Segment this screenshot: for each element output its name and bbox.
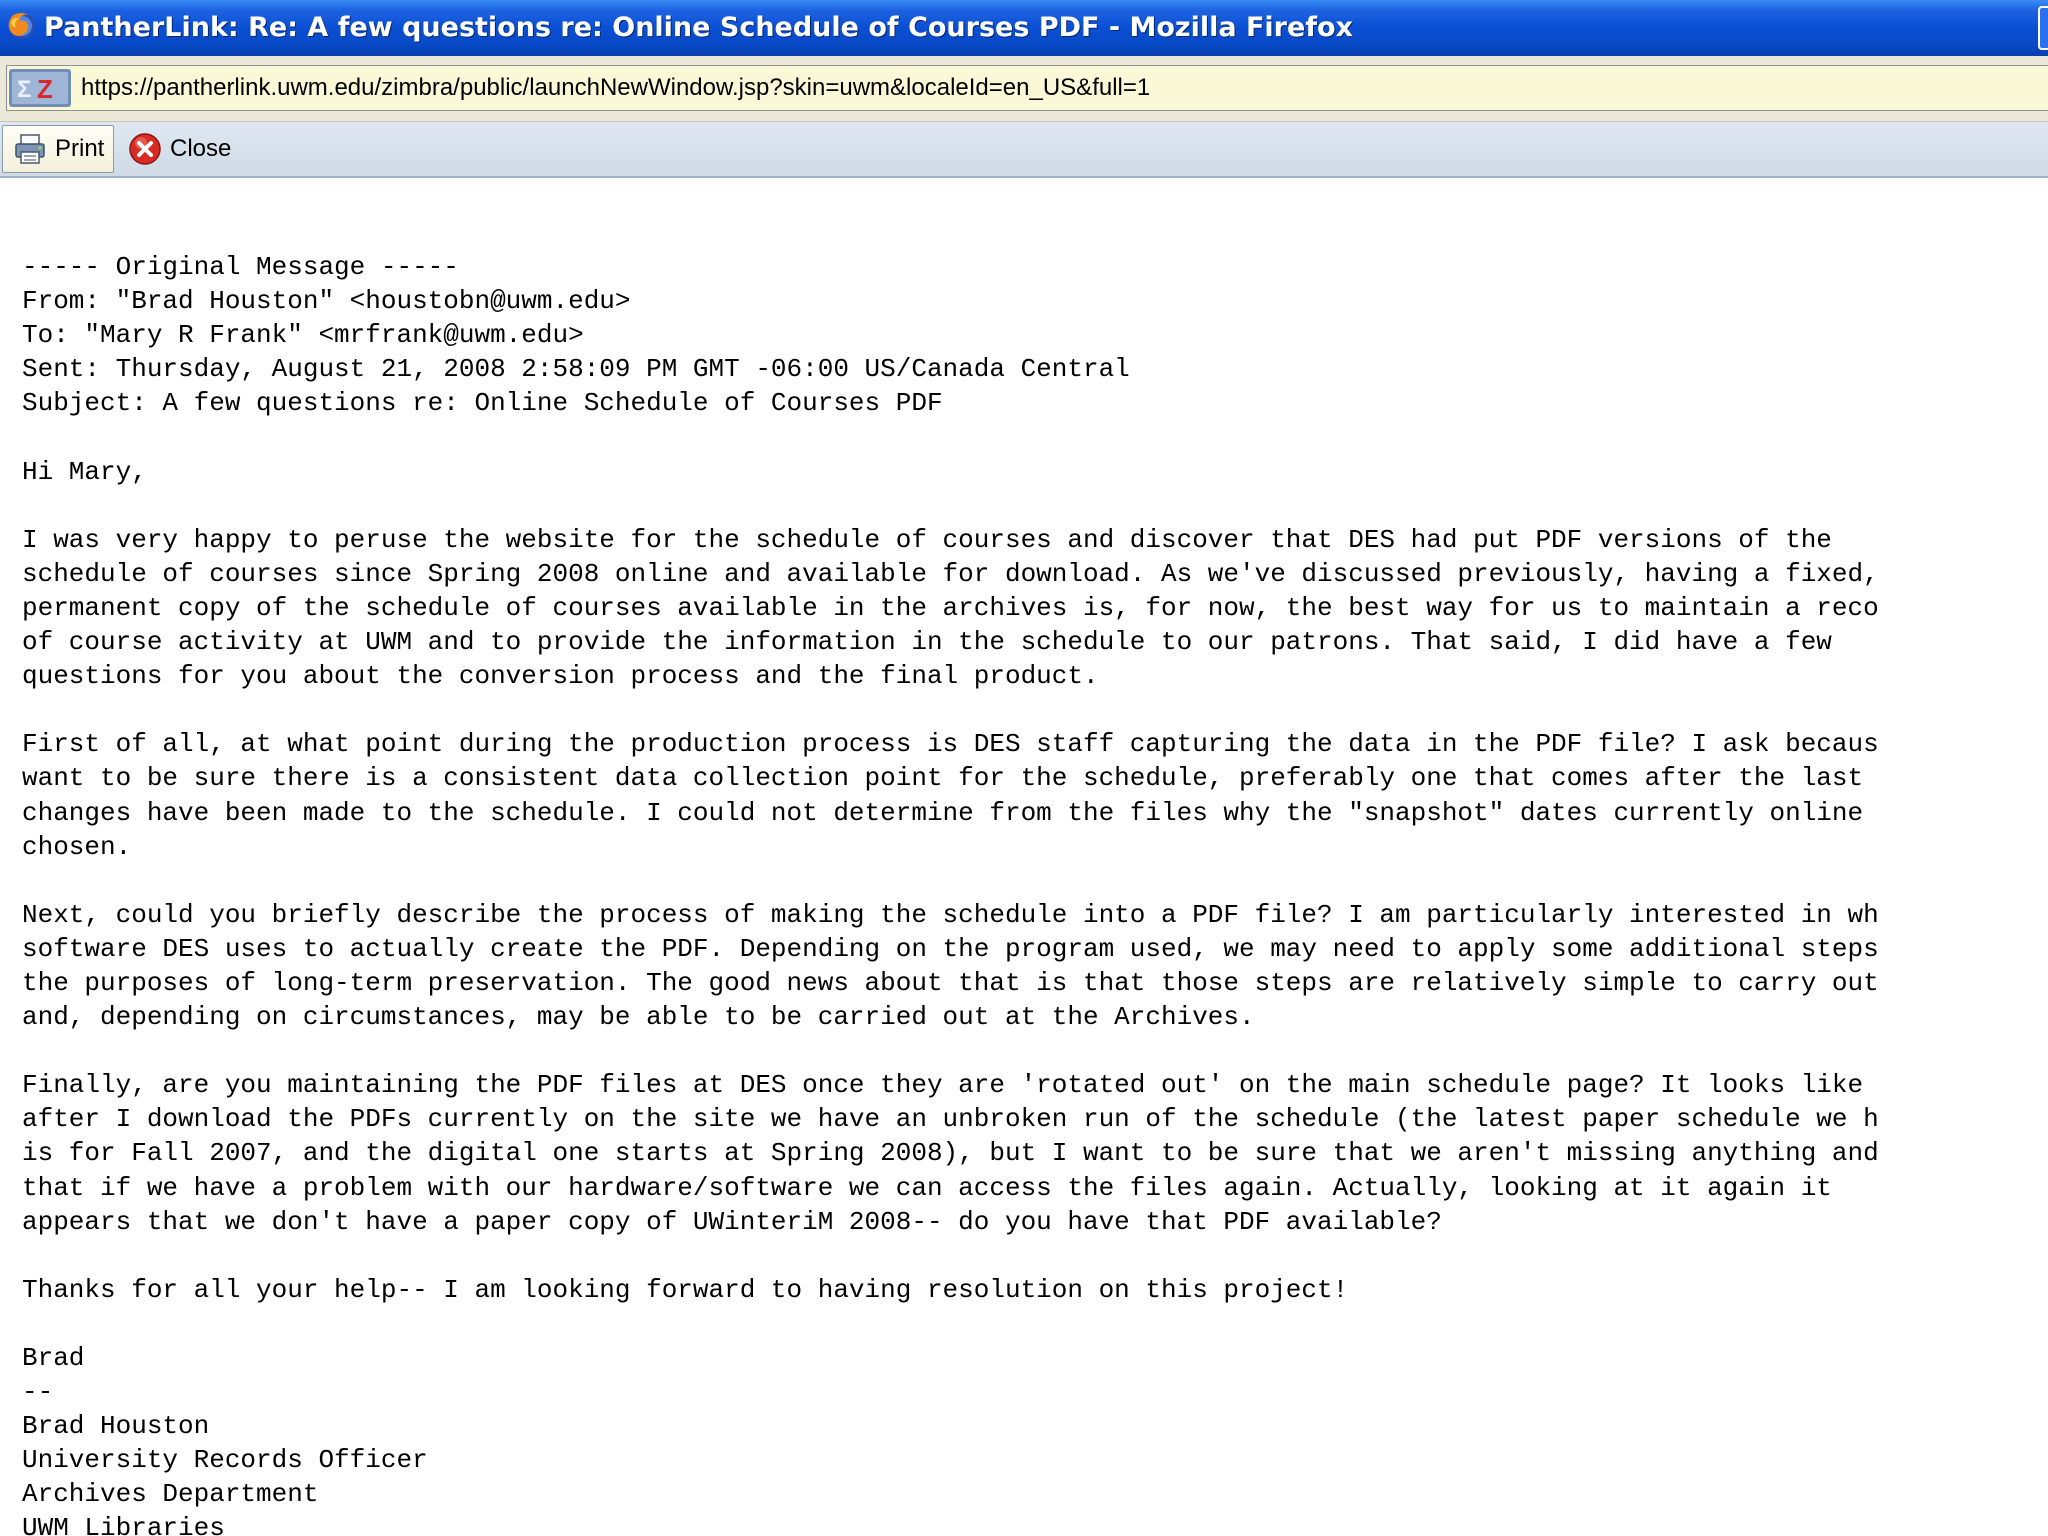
message-line: and, depending on circumstances, may be able to be carried out at the Archives. <box>22 1002 1255 1033</box>
message-line: software DES uses to actually create the PDF. Depending on the program used, we may need to apply some additional steps <box>22 933 1879 964</box>
message-line: Brad <box>22 1343 85 1373</box>
message-line: want to be sure there is a consistent data collection point for the schedule, preferably one that comes after the last <box>22 763 1864 794</box>
message-viewer <box>0 178 2048 1536</box>
svg-text:Σ: Σ <box>17 76 32 103</box>
message-line: Finally, are you maintaining the PDF files at DES once they are 'rotated out' on the main schedule page? It looks like <box>22 1070 1864 1101</box>
message-line: From: "Brad Houston" <houstobn@uwm.edu> <box>22 286 631 317</box>
message-line: I was very happy to peruse the website for the schedule of courses and discover that DES had put PDF versions of the <box>22 524 1832 555</box>
message-line: University Records Officer <box>22 1445 428 1476</box>
message-line: Subject: A few questions re: Online Schedule of Courses PDF <box>22 388 943 419</box>
message-line: Archives Department <box>22 1479 319 1510</box>
message-line: appears that we don't have a paper copy of UWinteriM 2008-- do you have that PDF available? <box>22 1206 1442 1237</box>
message-line: that if we have a problem with our hardware/software we can access the files again. Actually, looking at it again it <box>22 1172 1832 1203</box>
message-line: chosen. <box>22 831 132 862</box>
message-line: changes have been made to the schedule. I could not determine from the files why the "snapshot" dates currently online <box>22 797 1864 828</box>
url-field[interactable] <box>6 65 2048 111</box>
zimbra-site-icon <box>9 69 71 107</box>
print-button[interactable] <box>2 125 114 173</box>
print-label: Print <box>55 135 105 162</box>
firefox-icon <box>6 10 38 42</box>
message-line: To: "Mary R Frank" <mrfrank@uwm.edu> <box>22 320 584 351</box>
message-blank-line <box>22 1307 2048 1341</box>
message-blank-line <box>22 693 2048 727</box>
message-line: Brad Houston <box>22 1411 210 1442</box>
svg-text:Z: Z <box>37 74 53 104</box>
close-label: Close <box>170 135 232 162</box>
message-line: of course activity at UWM and to provide the information in the schedule to our patrons. That said, I did have a few <box>22 627 1832 658</box>
window-title: PantherLink: Re: A few questions re: Online Schedule of Courses PDF - Mozilla Firefox <box>44 12 1354 43</box>
message-line: First of all, at what point during the production process is DES staff capturing the data in the PDF file? I ask becaus <box>22 729 1879 760</box>
message-line: Thanks for all your help-- I am looking forward to having resolution on this project! <box>22 1274 1349 1305</box>
message-line: is for Fall 2007, and the digital one starts at Spring 2008), but I want to be sure that we aren't missing anything and <box>22 1138 1879 1169</box>
message-line: questions for you about the conversion process and the final product. <box>22 661 1099 692</box>
message-line: ----- Original Message ----- <box>22 252 459 282</box>
message-blank-line <box>22 1239 2048 1273</box>
address-bar <box>0 56 2048 122</box>
message-line: Sent: Thursday, August 21, 2008 2:58:09 PM GMT -06:00 US/Canada Central <box>22 354 1130 385</box>
message-line: Hi Mary, <box>22 456 147 487</box>
message-line: -- <box>22 1377 54 1408</box>
close-icon <box>128 132 162 166</box>
message-blank-line <box>22 864 2048 898</box>
url-text[interactable]: https://pantherlink.uwm.edu/zimbra/public/launchNewWindow.jsp?skin=uwm&localeId=en_US&full=1 <box>81 74 1151 101</box>
minimize-button[interactable] <box>2038 6 2048 50</box>
message-blank-line <box>22 489 2048 523</box>
message-line: UWM Libraries <box>22 1513 225 1536</box>
message-toolbar <box>0 122 2048 178</box>
message-line: after I download the PDFs currently on the site we have an unbroken run of the schedule (the latest paper schedule we h <box>22 1104 1879 1135</box>
title-bar[interactable] <box>0 0 2048 56</box>
message-blank-line <box>22 420 2048 454</box>
close-button[interactable] <box>126 125 236 173</box>
message-body <box>22 250 2048 1536</box>
message-line: schedule of courses since Spring 2008 online and available for download. As we've discussed previously, having a fixed, <box>22 558 1879 589</box>
message-line: the purposes of long-term preservation. The good news about that is that those steps are relatively simple to carry out <box>22 967 1879 998</box>
message-line: Next, could you briefly describe the process of making the schedule into a PDF file? I am particularly interested in wh <box>22 899 1879 930</box>
message-line: permanent copy of the schedule of courses available in the archives is, for now, the best way for us to maintain a reco <box>22 592 1879 623</box>
message-blank-line <box>22 1034 2048 1068</box>
printer-icon <box>13 132 47 166</box>
